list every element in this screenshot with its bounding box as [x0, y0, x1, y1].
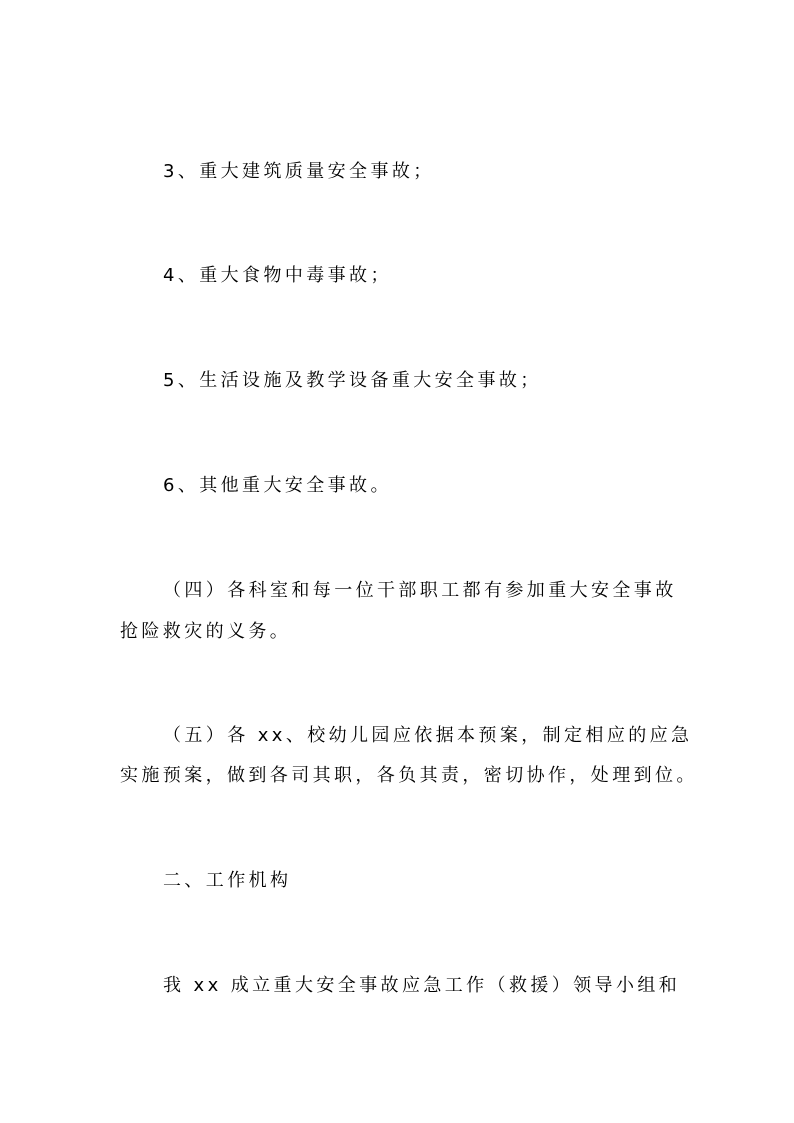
- list-item-6: 6、其他重大安全事故。: [163, 475, 392, 496]
- list-item-4: 4、重大食物中毒事故；: [163, 265, 392, 286]
- paragraph-4-line-1: （四）各科室和每一位干部职工都有参加重大安全事故: [163, 580, 677, 601]
- list-item-5: 5、生活设施及教学设备重大安全事故；: [163, 370, 542, 391]
- paragraph-5-line-1: （五）各 xx、校幼儿园应依据本预案，制定相应的应急: [163, 725, 693, 746]
- list-item-3: 3、重大建筑质量安全事故；: [163, 161, 435, 182]
- paragraph-6-line-1: 我 xx 成立重大安全事故应急工作（救援）领导小组和: [163, 975, 681, 996]
- section-heading-work-organization: 二、工作机构: [163, 870, 292, 891]
- paragraph-4-line-2: 抢险救灾的义务。: [120, 621, 292, 642]
- paragraph-5-line-2: 实施预案，做到各司其职，各负其责，密切协作，处理到位。: [120, 765, 698, 786]
